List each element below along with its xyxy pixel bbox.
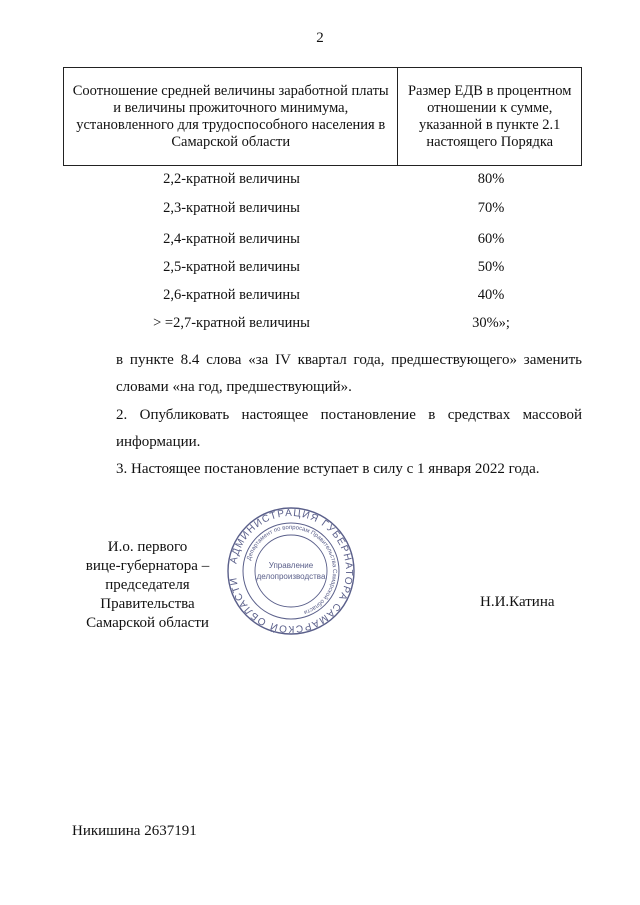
paragraph-3: 3. Настоящее постановление вступает в силу с 1 января 2022 года.: [116, 461, 540, 477]
paragraph-1-line-2: словами «на год, предшествующий».: [116, 379, 352, 395]
stamp-inner-text: Департамент по вопросам Правительства Самарской области: [246, 524, 338, 615]
signatory-line-3: председателя Правительства: [100, 577, 195, 612]
signatory-title: [60, 538, 235, 633]
ratio-cell: 2,3-кратной величины: [163, 200, 300, 216]
signatory-line-2: вице-губернатора –: [85, 558, 210, 574]
table-row: [63, 171, 582, 191]
percent-cell: 70%: [477, 200, 505, 216]
table-row: [63, 259, 582, 279]
percent-cell: 60%: [477, 231, 505, 247]
paragraph-2-line-1: 2. Опубликовать настоящее постановление в средствах массовой: [116, 407, 582, 423]
official-seal-stamp: [226, 506, 356, 636]
ratio-cell: 2,2-кратной величины: [163, 171, 300, 187]
signatory-line-1: И.о. первого: [107, 539, 188, 555]
header-table: [63, 67, 582, 166]
header-col-percent: Размер ЕДВ в процентном отношении к сумме, указанной в пункте 2.1 настоящего Порядка: [398, 68, 582, 166]
table-row: [63, 315, 582, 335]
paragraph-2-line-2: информации.: [116, 434, 201, 450]
executor-contact: Никишина 2637191: [72, 823, 197, 839]
stamp-outer-text: АДМИНИСТРАЦИЯ ГУБЕРНАТОРА САМАРСКОЙ ОБЛАСТИ: [228, 507, 355, 635]
header-col-ratio: Соотношение средней величины заработной платы и величины прожиточного минимума, установленного для трудоспособного населения в Самарской области: [64, 68, 398, 166]
signatory-line-4: Самарской области: [86, 615, 209, 631]
stamp-center-line-2: делопроизводства: [256, 572, 326, 581]
percent-cell: 50%: [477, 259, 505, 275]
stamp-center-line-1: Управление: [268, 561, 314, 570]
ratio-cell: 2,5-кратной величины: [163, 259, 300, 275]
ratio-cell: 2,4-кратной величины: [163, 231, 300, 247]
paragraph-1-line-1: в пункте 8.4 слова «за IV квартал года, предшествующего» заменить: [116, 352, 582, 368]
ratio-cell: > =2,7-кратной величины: [153, 315, 310, 331]
table-row: [63, 200, 582, 220]
signatory-name: Н.И.Катина: [480, 594, 555, 610]
percent-cell: 40%: [477, 287, 505, 303]
ratio-cell: 2,6-кратной величины: [163, 287, 300, 303]
table-row: [63, 287, 582, 307]
percent-cell: 30%»;: [472, 315, 510, 331]
page-number: 2: [316, 30, 324, 46]
percent-cell: 80%: [477, 171, 505, 187]
table-row: [63, 231, 582, 251]
